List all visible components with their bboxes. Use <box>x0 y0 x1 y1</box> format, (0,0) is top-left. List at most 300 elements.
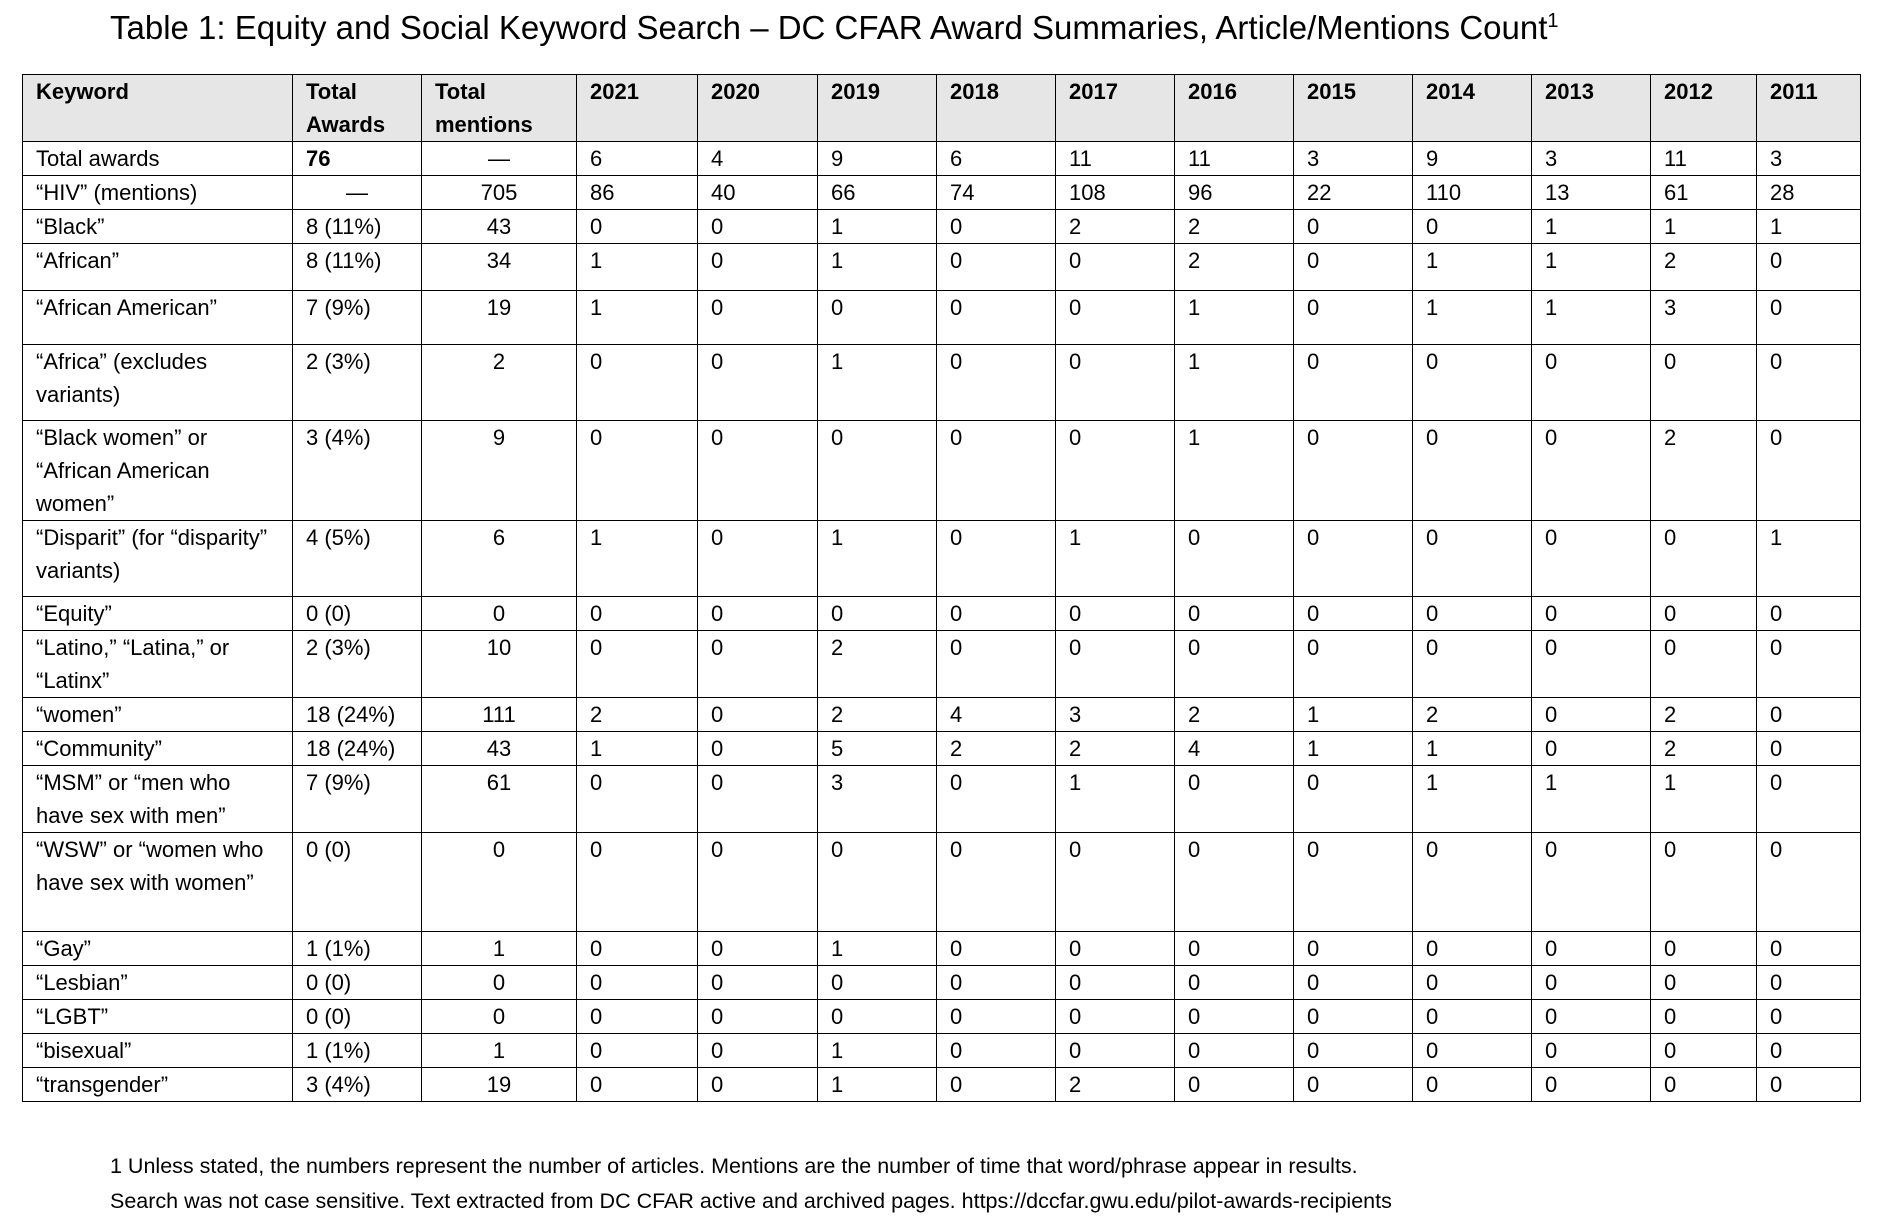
year-count-cell: 1 <box>1175 345 1294 421</box>
year-count-cell: 0 <box>577 210 698 244</box>
year-count-cell: 9 <box>1413 142 1532 176</box>
year-count-cell: 2 <box>1651 421 1757 521</box>
keyword-cell: “Black women” or “African American women” <box>23 421 293 521</box>
year-count-cell: 2 <box>1056 732 1175 766</box>
year-count-cell: 1 <box>1413 244 1532 291</box>
year-count-cell: 0 <box>1175 833 1294 932</box>
column-header: 2021 <box>577 75 698 142</box>
year-count-cell: 0 <box>937 1034 1056 1068</box>
year-count-cell: 0 <box>698 631 818 698</box>
year-count-cell: 1 <box>1294 698 1413 732</box>
year-count-cell: 5 <box>818 732 937 766</box>
year-count-cell: 0 <box>1413 833 1532 932</box>
year-count-cell: 0 <box>1294 521 1413 597</box>
keyword-cell: “MSM” or “men who have sex with men” <box>23 766 293 833</box>
year-count-cell: 0 <box>937 291 1056 345</box>
year-count-cell: 0 <box>1413 966 1532 1000</box>
year-count-cell: 0 <box>1757 597 1861 631</box>
year-count-cell: 1 <box>818 244 937 291</box>
year-count-cell: 0 <box>1056 244 1175 291</box>
year-count-cell: 0 <box>818 421 937 521</box>
total-awards-cell: 7 (9%) <box>293 766 422 833</box>
year-count-cell: 0 <box>698 932 818 966</box>
year-count-cell: 1 <box>1651 766 1757 833</box>
total-awards-cell: 0 (0) <box>293 597 422 631</box>
table-row <box>23 966 1861 1000</box>
year-count-cell: 0 <box>1532 833 1651 932</box>
total-awards-cell: 8 (11%) <box>293 210 422 244</box>
year-count-cell: 2 <box>1175 244 1294 291</box>
year-count-cell: 0 <box>1294 1000 1413 1034</box>
year-count-cell: 2 <box>1175 698 1294 732</box>
year-count-cell: 61 <box>1651 176 1757 210</box>
year-count-cell: 0 <box>1757 833 1861 932</box>
footnote-marker: 1 <box>1547 10 1559 32</box>
total-mentions-cell: 1 <box>422 1034 577 1068</box>
year-count-cell: 1 <box>818 345 937 421</box>
year-count-cell: 0 <box>1651 631 1757 698</box>
year-count-cell: 0 <box>937 1000 1056 1034</box>
year-count-cell: 1 <box>1532 766 1651 833</box>
year-count-cell: 0 <box>1175 1068 1294 1102</box>
total-awards-cell: 18 (24%) <box>293 698 422 732</box>
table-title-text: Table 1: Equity and Social Keyword Search – DC CFAR Award Summaries, Article/Mentions Count <box>110 9 1548 46</box>
table-row <box>23 421 1861 521</box>
year-count-cell: 0 <box>1175 1034 1294 1068</box>
year-count-cell: 1 <box>1056 521 1175 597</box>
total-mentions-cell: 19 <box>422 1068 577 1102</box>
table-row <box>23 1034 1861 1068</box>
total-mentions-cell: 6 <box>422 521 577 597</box>
year-count-cell: 0 <box>1757 1000 1861 1034</box>
year-count-cell: 2 <box>937 732 1056 766</box>
keyword-table <box>22 74 1861 1102</box>
year-count-cell: 0 <box>1294 631 1413 698</box>
total-awards-cell: 7 (9%) <box>293 291 422 345</box>
year-count-cell: 0 <box>1757 766 1861 833</box>
table-body <box>23 142 1861 1102</box>
year-count-cell: 1 <box>818 521 937 597</box>
year-count-cell: 11 <box>1056 142 1175 176</box>
column-header: 2015 <box>1294 75 1413 142</box>
year-count-cell: 0 <box>1413 521 1532 597</box>
year-count-cell: 0 <box>1175 631 1294 698</box>
year-count-cell: 3 <box>1757 142 1861 176</box>
year-count-cell: 0 <box>1294 597 1413 631</box>
year-count-cell: 0 <box>577 421 698 521</box>
year-count-cell: 0 <box>1175 597 1294 631</box>
year-count-cell: 0 <box>1175 966 1294 1000</box>
keyword-cell: “transgender” <box>23 1068 293 1102</box>
year-count-cell: 0 <box>1532 1000 1651 1034</box>
year-count-cell: 1 <box>1056 766 1175 833</box>
table-row <box>23 833 1861 932</box>
year-count-cell: 0 <box>1532 932 1651 966</box>
year-count-cell: 0 <box>937 833 1056 932</box>
year-count-cell: 0 <box>1056 1000 1175 1034</box>
column-header: 2012 <box>1651 75 1757 142</box>
year-count-cell: 110 <box>1413 176 1532 210</box>
year-count-cell: 0 <box>698 732 818 766</box>
year-count-cell: 0 <box>937 244 1056 291</box>
year-count-cell: 1 <box>818 1034 937 1068</box>
year-count-cell: 0 <box>1294 1034 1413 1068</box>
year-count-cell: 3 <box>1294 142 1413 176</box>
year-count-cell: 0 <box>698 244 818 291</box>
total-awards-cell: 76 <box>293 142 422 176</box>
table-row <box>23 1000 1861 1034</box>
total-mentions-cell: 0 <box>422 833 577 932</box>
year-count-cell: 0 <box>818 597 937 631</box>
year-count-cell: 0 <box>1413 631 1532 698</box>
year-count-cell: 3 <box>818 766 937 833</box>
year-count-cell: 11 <box>1175 142 1294 176</box>
keyword-cell: “Community” <box>23 732 293 766</box>
table-row <box>23 210 1861 244</box>
table-row <box>23 698 1861 732</box>
year-count-cell: 0 <box>1651 833 1757 932</box>
year-count-cell: 0 <box>1757 291 1861 345</box>
column-header: Total Awards <box>293 75 422 142</box>
year-count-cell: 2 <box>1651 698 1757 732</box>
year-count-cell: 0 <box>577 766 698 833</box>
table-row <box>23 1068 1861 1102</box>
year-count-cell: 0 <box>1651 597 1757 631</box>
year-count-cell: 0 <box>1413 1000 1532 1034</box>
year-count-cell: 0 <box>1413 210 1532 244</box>
year-count-cell: 0 <box>1532 421 1651 521</box>
year-count-cell: 0 <box>577 1034 698 1068</box>
year-count-cell: 0 <box>1757 1034 1861 1068</box>
year-count-cell: 2 <box>1175 210 1294 244</box>
year-count-cell: 1 <box>1532 210 1651 244</box>
table-row <box>23 766 1861 833</box>
year-count-cell: 0 <box>1532 597 1651 631</box>
year-count-cell: 0 <box>1757 698 1861 732</box>
year-count-cell: 0 <box>698 833 818 932</box>
year-count-cell: 0 <box>1532 732 1651 766</box>
year-count-cell: 11 <box>1651 142 1757 176</box>
year-count-cell: 0 <box>1056 631 1175 698</box>
total-awards-cell: 0 (0) <box>293 966 422 1000</box>
total-mentions-cell: 0 <box>422 597 577 631</box>
year-count-cell: 0 <box>1294 210 1413 244</box>
total-mentions-cell: 19 <box>422 291 577 345</box>
keyword-cell: “African American” <box>23 291 293 345</box>
table-row <box>23 291 1861 345</box>
year-count-cell: 2 <box>1651 244 1757 291</box>
year-count-cell: 13 <box>1532 176 1651 210</box>
year-count-cell: 1 <box>1175 421 1294 521</box>
year-count-cell: 0 <box>698 291 818 345</box>
year-count-cell: 1 <box>818 932 937 966</box>
table-title <box>110 6 1559 50</box>
year-count-cell: 0 <box>1757 631 1861 698</box>
total-mentions-cell: 10 <box>422 631 577 698</box>
year-count-cell: 0 <box>1413 1034 1532 1068</box>
table-row <box>23 142 1861 176</box>
total-mentions-cell: 705 <box>422 176 577 210</box>
year-count-cell: 0 <box>1651 1068 1757 1102</box>
table-row <box>23 597 1861 631</box>
table-row <box>23 244 1861 291</box>
year-count-cell: 0 <box>1413 345 1532 421</box>
year-count-cell: 1 <box>577 521 698 597</box>
total-awards-cell: 2 (3%) <box>293 345 422 421</box>
keyword-cell: “African” <box>23 244 293 291</box>
year-count-cell: 0 <box>937 210 1056 244</box>
column-header: Total mentions <box>422 75 577 142</box>
year-count-cell: 1 <box>1651 210 1757 244</box>
keyword-cell: “Africa” (excludes variants) <box>23 345 293 421</box>
year-count-cell: 0 <box>1757 345 1861 421</box>
year-count-cell: 0 <box>1757 1068 1861 1102</box>
year-count-cell: 0 <box>1294 244 1413 291</box>
year-count-cell: 0 <box>1757 732 1861 766</box>
year-count-cell: 0 <box>1532 345 1651 421</box>
year-count-cell: 6 <box>577 142 698 176</box>
year-count-cell: 0 <box>698 345 818 421</box>
table-row <box>23 932 1861 966</box>
year-count-cell: 3 <box>1651 291 1757 345</box>
year-count-cell: 96 <box>1175 176 1294 210</box>
year-count-cell: 2 <box>1056 1068 1175 1102</box>
header-row <box>23 75 1861 142</box>
year-count-cell: 0 <box>1056 1034 1175 1068</box>
year-count-cell: 0 <box>1294 766 1413 833</box>
year-count-cell: 4 <box>937 698 1056 732</box>
year-count-cell: 74 <box>937 176 1056 210</box>
column-header: 2017 <box>1056 75 1175 142</box>
year-count-cell: 0 <box>937 966 1056 1000</box>
year-count-cell: 0 <box>1651 932 1757 966</box>
year-count-cell: 0 <box>1757 932 1861 966</box>
year-count-cell: 0 <box>698 1034 818 1068</box>
year-count-cell: 86 <box>577 176 698 210</box>
year-count-cell: 1 <box>1532 291 1651 345</box>
year-count-cell: 0 <box>577 833 698 932</box>
keyword-cell: “women” <box>23 698 293 732</box>
total-awards-cell: 0 (0) <box>293 833 422 932</box>
column-header: 2014 <box>1413 75 1532 142</box>
year-count-cell: 22 <box>1294 176 1413 210</box>
year-count-cell: 0 <box>1651 345 1757 421</box>
table-row <box>23 631 1861 698</box>
year-count-cell: 0 <box>1651 521 1757 597</box>
footnote-line: 1 Unless stated, the numbers represent the number of articles. Mentions are the number of time that word/phrase appear in results. <box>110 1154 1358 1178</box>
total-mentions-cell: 0 <box>422 966 577 1000</box>
column-header: 2011 <box>1757 75 1861 142</box>
year-count-cell: 0 <box>937 932 1056 966</box>
keyword-cell: “Equity” <box>23 597 293 631</box>
total-mentions-cell: 43 <box>422 210 577 244</box>
year-count-cell: 0 <box>698 521 818 597</box>
year-count-cell: 1 <box>1294 732 1413 766</box>
year-count-cell: 0 <box>1294 345 1413 421</box>
year-count-cell: 0 <box>698 421 818 521</box>
table-row <box>23 176 1861 210</box>
total-awards-cell: 8 (11%) <box>293 244 422 291</box>
year-count-cell: 6 <box>937 142 1056 176</box>
year-count-cell: 1 <box>577 732 698 766</box>
year-count-cell: 0 <box>937 1068 1056 1102</box>
year-count-cell: 0 <box>818 833 937 932</box>
year-count-cell: 0 <box>937 631 1056 698</box>
total-mentions-cell: 34 <box>422 244 577 291</box>
total-awards-cell: 0 (0) <box>293 1000 422 1034</box>
total-mentions-cell: 43 <box>422 732 577 766</box>
year-count-cell: 0 <box>698 597 818 631</box>
year-count-cell: 0 <box>1056 291 1175 345</box>
footnote <box>110 1149 1392 1219</box>
year-count-cell: 0 <box>1413 421 1532 521</box>
year-count-cell: 0 <box>937 521 1056 597</box>
year-count-cell: 0 <box>818 1000 937 1034</box>
year-count-cell: 0 <box>1757 421 1861 521</box>
year-count-cell: 0 <box>1294 833 1413 932</box>
year-count-cell: 2 <box>818 698 937 732</box>
year-count-cell: 0 <box>1294 966 1413 1000</box>
total-awards-cell: 3 (4%) <box>293 1068 422 1102</box>
year-count-cell: 0 <box>1413 1068 1532 1102</box>
year-count-cell: 0 <box>1532 1068 1651 1102</box>
year-count-cell: 0 <box>1056 421 1175 521</box>
year-count-cell: 0 <box>1056 966 1175 1000</box>
year-count-cell: 3 <box>1056 698 1175 732</box>
year-count-cell: 2 <box>1413 698 1532 732</box>
table-row <box>23 732 1861 766</box>
year-count-cell: 0 <box>577 966 698 1000</box>
total-mentions-cell: 61 <box>422 766 577 833</box>
year-count-cell: 0 <box>1056 597 1175 631</box>
table-row <box>23 521 1861 597</box>
total-mentions-cell: — <box>422 142 577 176</box>
year-count-cell: 0 <box>937 421 1056 521</box>
year-count-cell: 0 <box>698 1068 818 1102</box>
keyword-cell: “Black” <box>23 210 293 244</box>
year-count-cell: 28 <box>1757 176 1861 210</box>
year-count-cell: 0 <box>937 766 1056 833</box>
year-count-cell: 0 <box>1413 597 1532 631</box>
total-awards-cell: 3 (4%) <box>293 421 422 521</box>
year-count-cell: 1 <box>1413 766 1532 833</box>
keyword-cell: “Disparit” (for “disparity” variants) <box>23 521 293 597</box>
total-awards-cell: 2 (3%) <box>293 631 422 698</box>
year-count-cell: 40 <box>698 176 818 210</box>
year-count-cell: 1 <box>1413 732 1532 766</box>
total-awards-cell: — <box>293 176 422 210</box>
year-count-cell: 1 <box>818 1068 937 1102</box>
year-count-cell: 0 <box>1413 932 1532 966</box>
year-count-cell: 0 <box>1294 932 1413 966</box>
year-count-cell: 0 <box>1056 345 1175 421</box>
year-count-cell: 1 <box>1757 210 1861 244</box>
year-count-cell: 0 <box>698 210 818 244</box>
total-mentions-cell: 0 <box>422 1000 577 1034</box>
year-count-cell: 0 <box>1651 966 1757 1000</box>
year-count-cell: 2 <box>1651 732 1757 766</box>
year-count-cell: 0 <box>698 766 818 833</box>
year-count-cell: 2 <box>577 698 698 732</box>
year-count-cell: 66 <box>818 176 937 210</box>
year-count-cell: 3 <box>1532 142 1651 176</box>
keyword-cell: “Gay” <box>23 932 293 966</box>
year-count-cell: 0 <box>1294 1068 1413 1102</box>
year-count-cell: 0 <box>1651 1034 1757 1068</box>
year-count-cell: 108 <box>1056 176 1175 210</box>
column-header: 2020 <box>698 75 818 142</box>
year-count-cell: 0 <box>818 291 937 345</box>
year-count-cell: 0 <box>1175 932 1294 966</box>
column-header: 2013 <box>1532 75 1651 142</box>
year-count-cell: 0 <box>1294 291 1413 345</box>
year-count-cell: 4 <box>1175 732 1294 766</box>
keyword-cell: “Latino,” “Latina,” or “Latinx” <box>23 631 293 698</box>
year-count-cell: 0 <box>1175 766 1294 833</box>
total-mentions-cell: 111 <box>422 698 577 732</box>
year-count-cell: 0 <box>698 966 818 1000</box>
year-count-cell: 0 <box>1532 966 1651 1000</box>
year-count-cell: 1 <box>1757 521 1861 597</box>
column-header: 2019 <box>818 75 937 142</box>
keyword-cell: “LGBT” <box>23 1000 293 1034</box>
total-awards-cell: 4 (5%) <box>293 521 422 597</box>
year-count-cell: 4 <box>698 142 818 176</box>
year-count-cell: 0 <box>577 932 698 966</box>
year-count-cell: 0 <box>937 597 1056 631</box>
keyword-cell: “bisexual” <box>23 1034 293 1068</box>
footnote-line: Search was not case sensitive. Text extracted from DC CFAR active and archived pages. https://dccfar.gwu.edu/pilot-awards-recipients <box>110 1189 1392 1213</box>
year-count-cell: 9 <box>818 142 937 176</box>
year-count-cell: 0 <box>1056 932 1175 966</box>
year-count-cell: 0 <box>818 966 937 1000</box>
column-header: 2018 <box>937 75 1056 142</box>
year-count-cell: 0 <box>698 698 818 732</box>
year-count-cell: 0 <box>1532 698 1651 732</box>
year-count-cell: 0 <box>577 345 698 421</box>
year-count-cell: 1 <box>1413 291 1532 345</box>
total-awards-cell: 1 (1%) <box>293 932 422 966</box>
total-awards-cell: 1 (1%) <box>293 1034 422 1068</box>
keyword-cell: “Lesbian” <box>23 966 293 1000</box>
keyword-cell: “HIV” (mentions) <box>23 176 293 210</box>
total-mentions-cell: 1 <box>422 932 577 966</box>
year-count-cell: 1 <box>1175 291 1294 345</box>
keyword-cell: “WSW” or “women who have sex with women” <box>23 833 293 932</box>
year-count-cell: 0 <box>1532 631 1651 698</box>
total-awards-cell: 18 (24%) <box>293 732 422 766</box>
year-count-cell: 0 <box>577 597 698 631</box>
year-count-cell: 0 <box>698 1000 818 1034</box>
total-mentions-cell: 2 <box>422 345 577 421</box>
year-count-cell: 0 <box>1175 1000 1294 1034</box>
year-count-cell: 0 <box>1757 966 1861 1000</box>
year-count-cell: 1 <box>1532 244 1651 291</box>
year-count-cell: 0 <box>1056 833 1175 932</box>
year-count-cell: 2 <box>1056 210 1175 244</box>
column-header: 2016 <box>1175 75 1294 142</box>
column-header: Keyword <box>23 75 293 142</box>
year-count-cell: 0 <box>1175 521 1294 597</box>
year-count-cell: 0 <box>1532 1034 1651 1068</box>
year-count-cell: 1 <box>818 210 937 244</box>
year-count-cell: 0 <box>1757 244 1861 291</box>
year-count-cell: 0 <box>1532 521 1651 597</box>
year-count-cell: 0 <box>577 1000 698 1034</box>
total-mentions-cell: 9 <box>422 421 577 521</box>
year-count-cell: 0 <box>577 631 698 698</box>
year-count-cell: 0 <box>1294 421 1413 521</box>
